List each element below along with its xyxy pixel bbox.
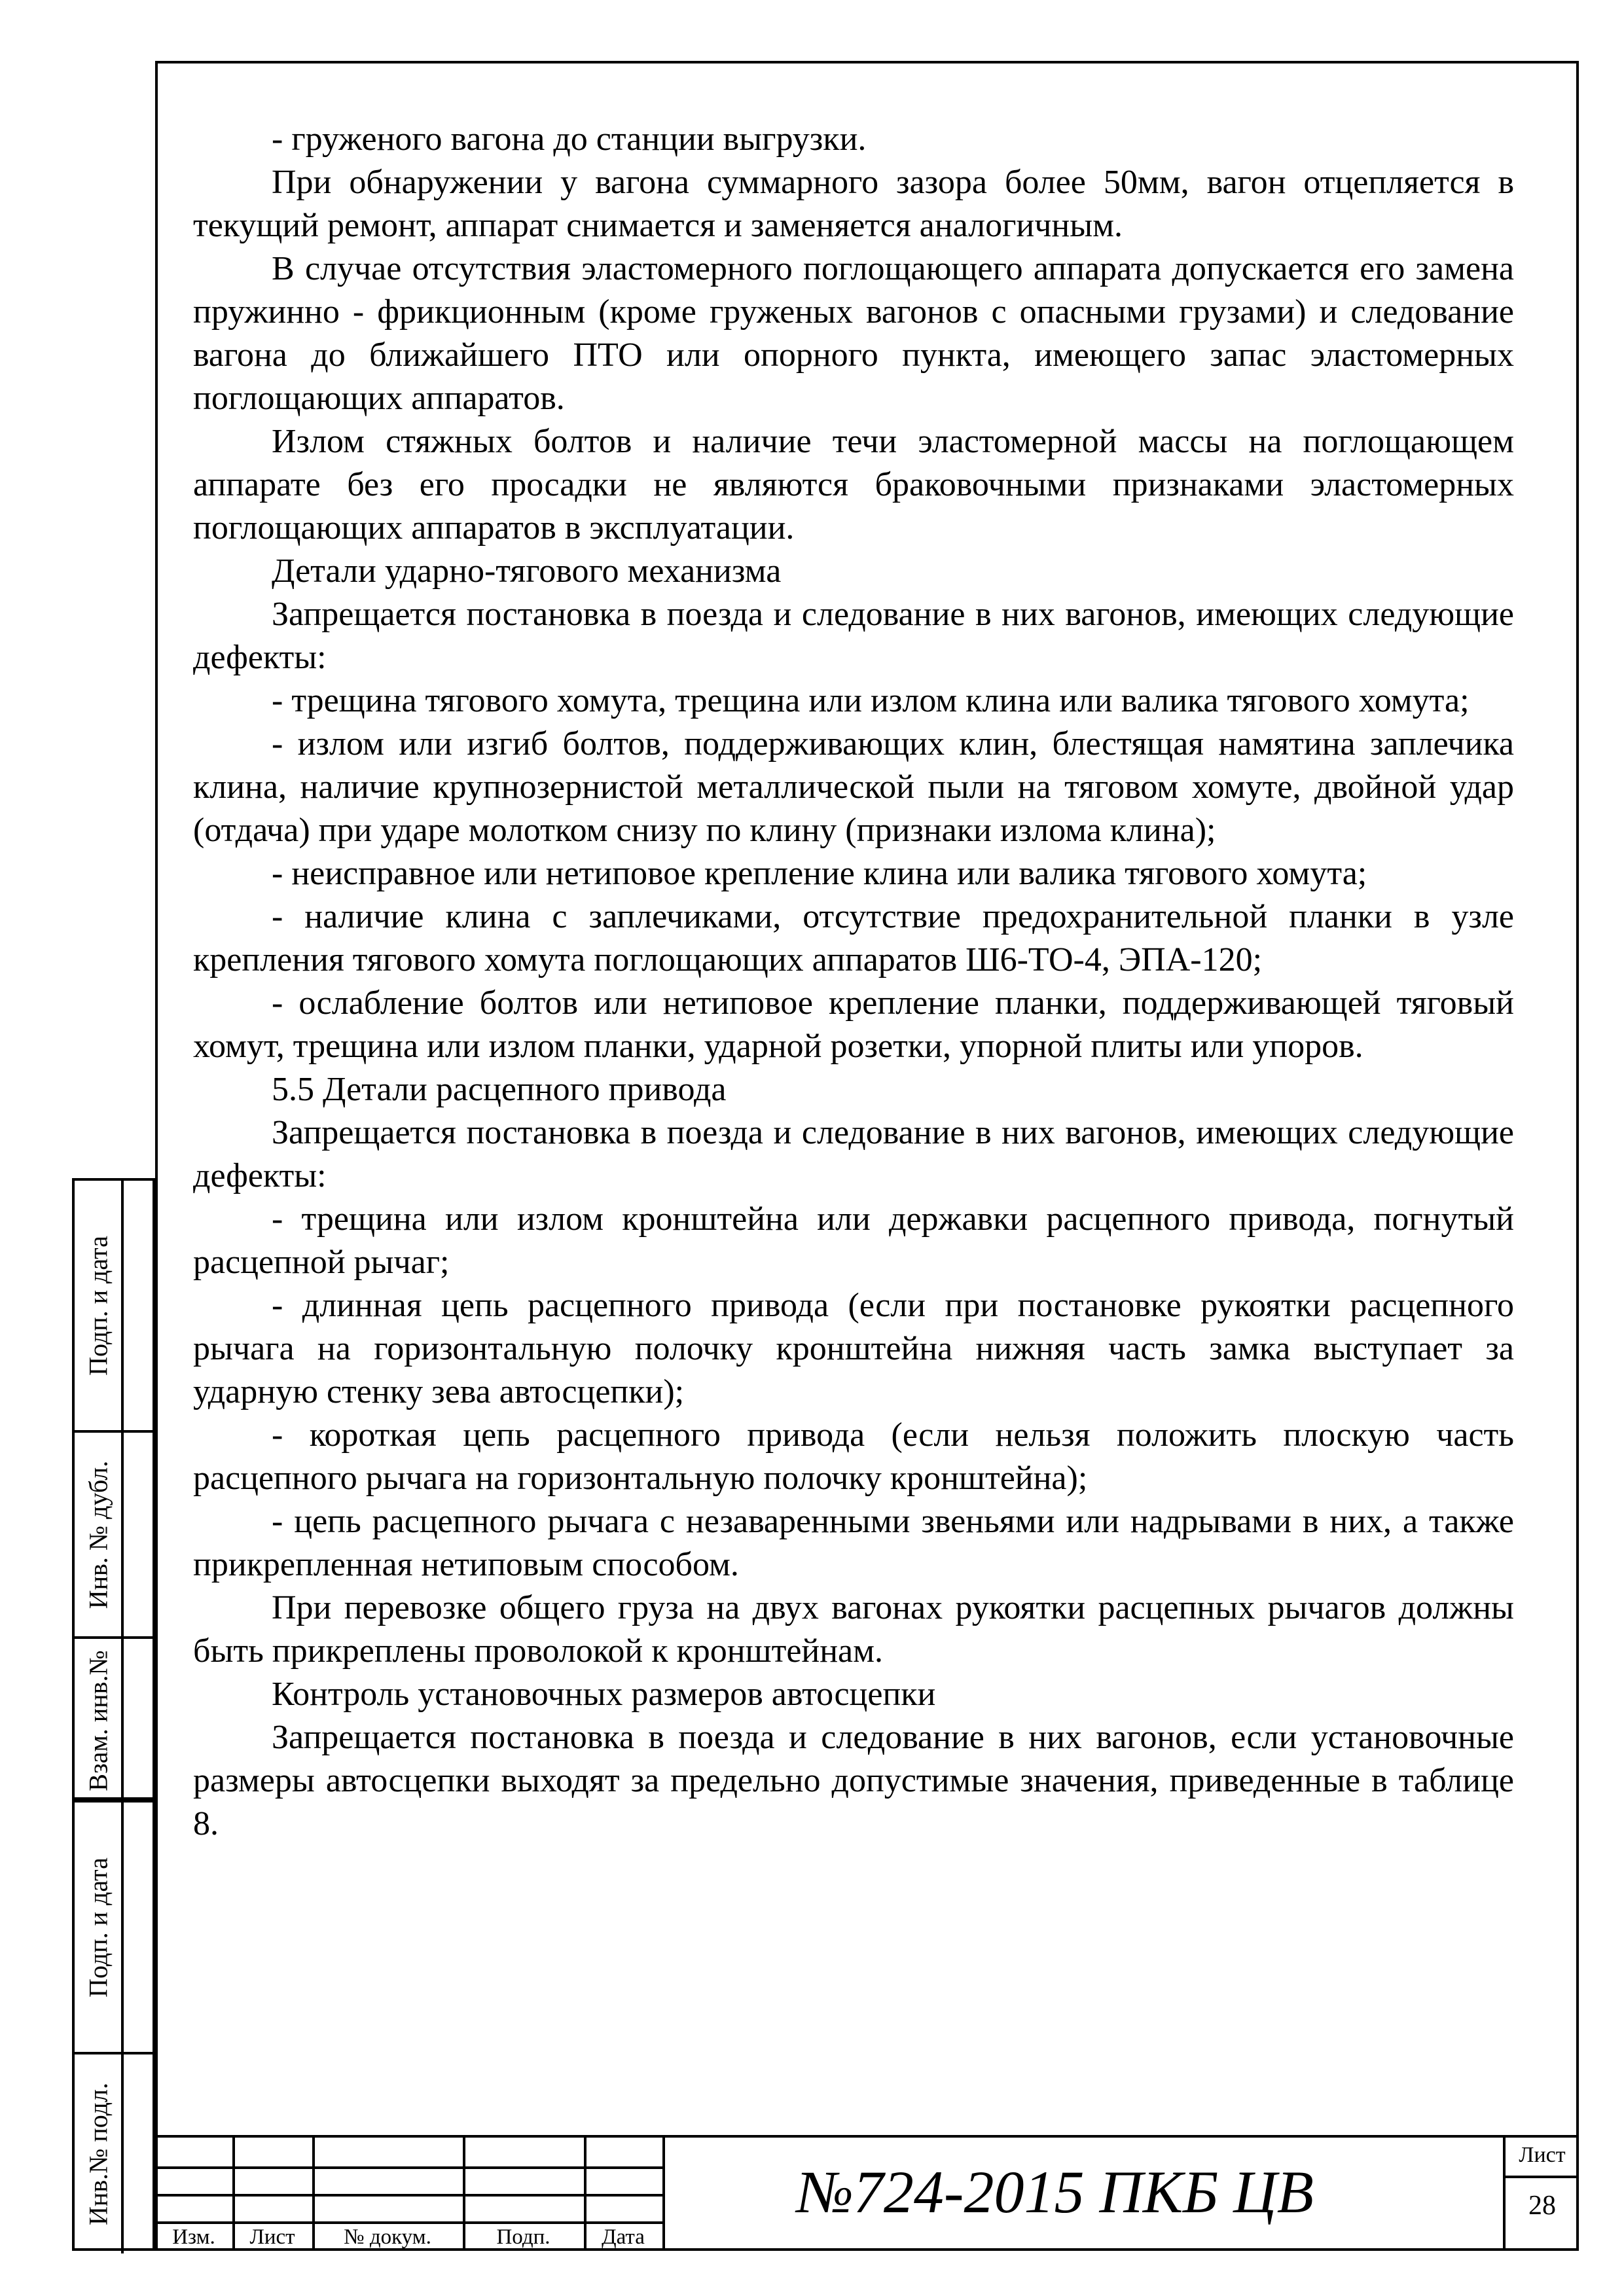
sheet-label: Лист — [1519, 2143, 1566, 2167]
paragraph: При перевозке общего груза на двух вагонах рукоятки расцепных рычагов должны быть прикреплены проволокой к кронштейнам. — [193, 1589, 1514, 1670]
document-code: №724-2015 ПКБ ЦВ — [797, 2159, 1314, 2225]
title-block — [155, 2135, 1579, 2251]
list-item: - длинная цепь расцепного привода (если при постановке рукоятки расцепного рычага на горизонтальную полочку кронштейна нижняя часть замка выступает за ударную стенку зева автосцепки); — [193, 1287, 1514, 1410]
list-item: - наличие клина с заплечиками, отсутствие предохранительной планки в узле крепления тягового хомута поглощающих аппаратов Ш6-ТО-4, ЭПА-120; — [193, 898, 1514, 978]
column-label: Дата — [602, 2225, 645, 2249]
side-label: Инв. № дубл. — [83, 1460, 113, 1609]
column-label: № докум. — [344, 2225, 431, 2249]
paragraph: Запрещается постановка в поезда и следование в них вагонов, имеющих следующие дефекты: — [193, 596, 1514, 676]
list-item: - излом или изгиб болтов, поддерживающих клин, блестящая намятина заплечика клина, наличие крупнозернистой металлической пыли на тяговом хомуте, двойной удар (отдача) при ударе молотком снизу по клину (признаки излома клина); — [193, 725, 1514, 849]
list-item: - трещина или излом кронштейна или державки расцепного привода, погнутый расцепной рычаг; — [193, 1200, 1514, 1281]
paragraph: В случае отсутствия эластомерного поглощающего аппарата допускается его замена пружинно - фрикционным (кроме груженых вагонов с опасными грузами) и следование вагона до ближайшего ПТО или опорного пункта, имеющего запас эластомерных поглощающих аппаратов. — [193, 250, 1514, 417]
list-item: - цепь расцепного рычага с незаваренными звеньями или надрывами в них, а также прикрепленная нетиповым способом. — [193, 1503, 1514, 1583]
list-item: - ослабление болтов или нетиповое крепление планки, поддерживающей тяговый хомут, трещина или излом планки, ударной розетки, упорной плиты или упоров. — [193, 984, 1514, 1065]
side-label: Взам. инв.№ — [83, 1650, 113, 1791]
section-heading: Детали ударно-тягового механизма — [272, 552, 782, 590]
document-body — [193, 118, 1514, 1846]
section-heading: 5.5 Детали расцепного привода — [272, 1071, 727, 1108]
list-item: - неисправное или нетиповое крепление клина или валика тягового хомута; — [272, 855, 1367, 892]
section-heading: Контроль установочных размеров автосцепки — [272, 1676, 936, 1713]
side-label: Подп. и дата — [83, 1857, 113, 1998]
paragraph: При обнаружении у вагона суммарного зазора более 50мм, вагон отцепляется в текущий ремонт, аппарат снимается и заменяется аналогичным. — [193, 164, 1514, 244]
column-label: Лист — [249, 2225, 295, 2249]
paragraph: Излом стяжных болтов и наличие течи эластомерной массы на поглощающем аппарате без его просадки не являются браковочными признаками эластомерных поглощающих аппаратов в эксплуатации. — [193, 423, 1514, 547]
list-item: - трещина тягового хомута, трещина или излом клина или валика тягового хомута; — [272, 682, 1470, 719]
list-item: - короткая цепь расцепного привода (если нельзя положить плоскую часть расцепного рычага на горизонтальную полочку кронштейна); — [193, 1416, 1514, 1497]
side-stamp-upper — [72, 1178, 155, 1800]
paragraph: Запрещается постановка в поезда и следование в них вагонов, имеющих следующие дефекты: — [193, 1114, 1514, 1194]
side-label: Подп. и дата — [83, 1235, 113, 1376]
paragraph: - груженого вагона до станции выгрузки. — [272, 120, 867, 158]
side-stamp-lower — [72, 1800, 155, 2251]
column-label: Изм. — [172, 2225, 215, 2249]
sheet-number: 28 — [1528, 2191, 1556, 2221]
paragraph: Запрещается постановка в поезда и следование в них вагонов, если установочные размеры автосцепки выходят за предельно допустимые значения, приведенные в таблице 8. — [193, 1719, 1514, 1842]
column-label: Подп. — [496, 2225, 550, 2249]
side-label: Инв.№ подл. — [83, 2083, 113, 2225]
